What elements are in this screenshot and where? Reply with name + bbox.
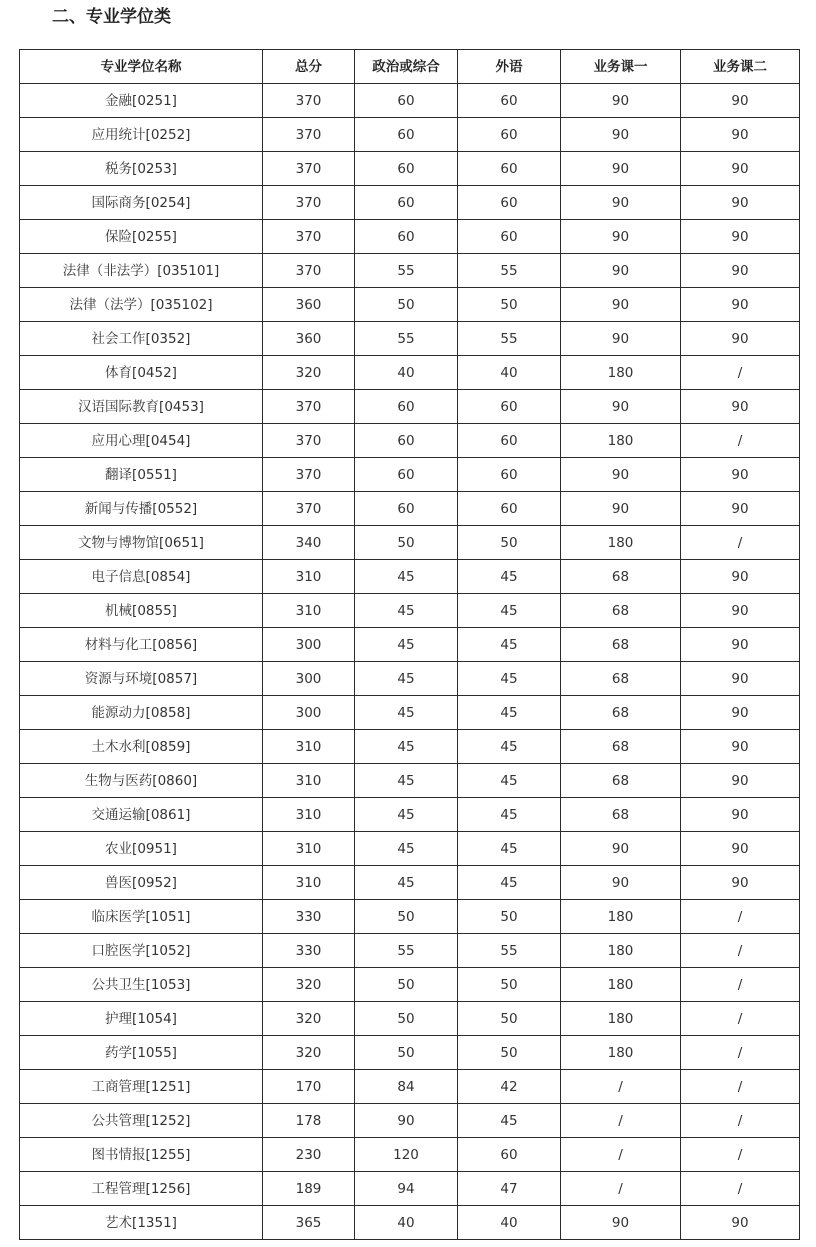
- table-row: [20, 628, 800, 662]
- header-foreign-language: 外语: [458, 50, 561, 84]
- total-score-cell: 170: [263, 1070, 355, 1104]
- course-two-cell: /: [681, 526, 800, 560]
- course-one-cell: 180: [561, 934, 681, 968]
- degree-name-cell: 国际商务[0254]: [20, 186, 263, 220]
- degree-name-cell: 应用心理[0454]: [20, 424, 263, 458]
- degree-name-cell: 药学[1055]: [20, 1036, 263, 1070]
- table-row: [20, 934, 800, 968]
- politics-cell: 45: [355, 560, 458, 594]
- total-score-cell: 370: [263, 84, 355, 118]
- language-cell: 45: [458, 1104, 561, 1138]
- total-score-cell: 370: [263, 254, 355, 288]
- language-cell: 47: [458, 1172, 561, 1206]
- course-one-cell: 90: [561, 84, 681, 118]
- politics-cell: 60: [355, 186, 458, 220]
- course-two-cell: 90: [681, 696, 800, 730]
- language-cell: 45: [458, 764, 561, 798]
- course-one-cell: 180: [561, 900, 681, 934]
- course-two-cell: /: [681, 1036, 800, 1070]
- table-row: [20, 730, 800, 764]
- politics-cell: 90: [355, 1104, 458, 1138]
- course-two-cell: 90: [681, 254, 800, 288]
- table-row: [20, 84, 800, 118]
- course-two-cell: /: [681, 1070, 800, 1104]
- course-two-cell: 90: [681, 662, 800, 696]
- course-one-cell: 90: [561, 322, 681, 356]
- language-cell: 60: [458, 1138, 561, 1172]
- total-score-cell: 178: [263, 1104, 355, 1138]
- course-one-cell: 90: [561, 288, 681, 322]
- total-score-cell: 370: [263, 492, 355, 526]
- table-row: [20, 1138, 800, 1172]
- table-row: [20, 118, 800, 152]
- language-cell: 60: [458, 424, 561, 458]
- language-cell: 60: [458, 220, 561, 254]
- total-score-cell: 230: [263, 1138, 355, 1172]
- course-one-cell: 68: [561, 594, 681, 628]
- course-one-cell: 68: [561, 798, 681, 832]
- total-score-cell: 370: [263, 424, 355, 458]
- course-two-cell: /: [681, 356, 800, 390]
- language-cell: 60: [458, 84, 561, 118]
- section-title: 二、专业学位类: [52, 7, 171, 27]
- language-cell: 50: [458, 968, 561, 1002]
- header-course-one: 业务课一: [561, 50, 681, 84]
- degree-name-cell: 税务[0253]: [20, 152, 263, 186]
- total-score-cell: 300: [263, 662, 355, 696]
- language-cell: 40: [458, 1206, 561, 1240]
- course-two-cell: /: [681, 1172, 800, 1206]
- course-one-cell: /: [561, 1104, 681, 1138]
- degree-name-cell: 电子信息[0854]: [20, 560, 263, 594]
- degree-name-cell: 护理[1054]: [20, 1002, 263, 1036]
- politics-cell: 60: [355, 458, 458, 492]
- politics-cell: 45: [355, 798, 458, 832]
- language-cell: 45: [458, 560, 561, 594]
- language-cell: 60: [458, 458, 561, 492]
- table-row: [20, 1104, 800, 1138]
- course-two-cell: /: [681, 968, 800, 1002]
- total-score-cell: 370: [263, 220, 355, 254]
- language-cell: 40: [458, 356, 561, 390]
- politics-cell: 50: [355, 900, 458, 934]
- politics-cell: 84: [355, 1070, 458, 1104]
- course-one-cell: 68: [561, 560, 681, 594]
- course-two-cell: /: [681, 424, 800, 458]
- table-row: [20, 832, 800, 866]
- degree-name-cell: 工商管理[1251]: [20, 1070, 263, 1104]
- table-row: [20, 1172, 800, 1206]
- degree-name-cell: 艺术[1351]: [20, 1206, 263, 1240]
- table-row: [20, 254, 800, 288]
- total-score-cell: 320: [263, 968, 355, 1002]
- language-cell: 60: [458, 390, 561, 424]
- degree-name-cell: 法律（非法学）[035101]: [20, 254, 263, 288]
- course-one-cell: /: [561, 1070, 681, 1104]
- language-cell: 45: [458, 866, 561, 900]
- table-row: [20, 322, 800, 356]
- course-two-cell: 90: [681, 458, 800, 492]
- course-two-cell: 90: [681, 288, 800, 322]
- table-row: [20, 152, 800, 186]
- total-score-cell: 360: [263, 288, 355, 322]
- table-row: [20, 866, 800, 900]
- course-one-cell: 180: [561, 1002, 681, 1036]
- course-one-cell: 90: [561, 254, 681, 288]
- politics-cell: 60: [355, 390, 458, 424]
- language-cell: 50: [458, 1002, 561, 1036]
- table-row: [20, 458, 800, 492]
- total-score-cell: 300: [263, 628, 355, 662]
- language-cell: 60: [458, 492, 561, 526]
- total-score-cell: 370: [263, 390, 355, 424]
- degree-name-cell: 农业[0951]: [20, 832, 263, 866]
- course-one-cell: 180: [561, 356, 681, 390]
- table-row: [20, 186, 800, 220]
- course-one-cell: 68: [561, 730, 681, 764]
- header-row: [20, 50, 800, 84]
- total-score-cell: 320: [263, 1002, 355, 1036]
- course-one-cell: 68: [561, 628, 681, 662]
- degree-name-cell: 金融[0251]: [20, 84, 263, 118]
- header-total-score: 总分: [263, 50, 355, 84]
- language-cell: 50: [458, 526, 561, 560]
- total-score-cell: 310: [263, 764, 355, 798]
- politics-cell: 45: [355, 628, 458, 662]
- politics-cell: 60: [355, 118, 458, 152]
- table-row: [20, 390, 800, 424]
- course-two-cell: 90: [681, 152, 800, 186]
- table-row: [20, 1002, 800, 1036]
- course-one-cell: 90: [561, 866, 681, 900]
- degree-name-cell: 土木水利[0859]: [20, 730, 263, 764]
- language-cell: 45: [458, 628, 561, 662]
- total-score-cell: 310: [263, 560, 355, 594]
- table-row: [20, 798, 800, 832]
- course-one-cell: 68: [561, 764, 681, 798]
- course-one-cell: /: [561, 1138, 681, 1172]
- table-row: [20, 900, 800, 934]
- course-one-cell: 180: [561, 526, 681, 560]
- course-two-cell: 90: [681, 560, 800, 594]
- politics-cell: 55: [355, 934, 458, 968]
- degree-name-cell: 法律（法学）[035102]: [20, 288, 263, 322]
- course-one-cell: 90: [561, 152, 681, 186]
- total-score-cell: 310: [263, 866, 355, 900]
- header-course-two: 业务课二: [681, 50, 800, 84]
- total-score-cell: 370: [263, 152, 355, 186]
- total-score-cell: 320: [263, 356, 355, 390]
- politics-cell: 50: [355, 1036, 458, 1070]
- politics-cell: 45: [355, 594, 458, 628]
- table-row: [20, 662, 800, 696]
- total-score-cell: 360: [263, 322, 355, 356]
- degree-name-cell: 临床医学[1051]: [20, 900, 263, 934]
- politics-cell: 45: [355, 866, 458, 900]
- header-degree-name: 专业学位名称: [20, 50, 263, 84]
- language-cell: 50: [458, 288, 561, 322]
- degree-name-cell: 汉语国际教育[0453]: [20, 390, 263, 424]
- course-one-cell: 90: [561, 832, 681, 866]
- degree-name-cell: 图书情报[1255]: [20, 1138, 263, 1172]
- course-two-cell: 90: [681, 798, 800, 832]
- total-score-cell: 189: [263, 1172, 355, 1206]
- total-score-cell: 320: [263, 1036, 355, 1070]
- table-body: [20, 84, 800, 1240]
- language-cell: 45: [458, 798, 561, 832]
- course-two-cell: 90: [681, 866, 800, 900]
- degree-name-cell: 材料与化工[0856]: [20, 628, 263, 662]
- table-row: [20, 1206, 800, 1240]
- language-cell: 60: [458, 118, 561, 152]
- degree-name-cell: 生物与医药[0860]: [20, 764, 263, 798]
- course-two-cell: 90: [681, 764, 800, 798]
- degree-name-cell: 保险[0255]: [20, 220, 263, 254]
- course-one-cell: 90: [561, 492, 681, 526]
- politics-cell: 60: [355, 424, 458, 458]
- table-row: [20, 526, 800, 560]
- total-score-cell: 370: [263, 118, 355, 152]
- total-score-cell: 300: [263, 696, 355, 730]
- course-two-cell: /: [681, 1138, 800, 1172]
- table-row: [20, 764, 800, 798]
- course-two-cell: 90: [681, 628, 800, 662]
- table-row: [20, 356, 800, 390]
- politics-cell: 40: [355, 356, 458, 390]
- politics-cell: 45: [355, 832, 458, 866]
- table-row: [20, 424, 800, 458]
- degree-name-cell: 机械[0855]: [20, 594, 263, 628]
- language-cell: 45: [458, 730, 561, 764]
- total-score-cell: 340: [263, 526, 355, 560]
- total-score-cell: 310: [263, 832, 355, 866]
- course-two-cell: /: [681, 934, 800, 968]
- politics-cell: 60: [355, 84, 458, 118]
- politics-cell: 50: [355, 1002, 458, 1036]
- course-one-cell: 180: [561, 968, 681, 1002]
- total-score-cell: 310: [263, 798, 355, 832]
- total-score-cell: 310: [263, 594, 355, 628]
- politics-cell: 55: [355, 254, 458, 288]
- score-table: [19, 49, 800, 1240]
- politics-cell: 60: [355, 492, 458, 526]
- course-two-cell: 90: [681, 186, 800, 220]
- table-row: [20, 968, 800, 1002]
- language-cell: 50: [458, 900, 561, 934]
- degree-name-cell: 公共卫生[1053]: [20, 968, 263, 1002]
- language-cell: 60: [458, 186, 561, 220]
- course-one-cell: 90: [561, 1206, 681, 1240]
- table-row: [20, 220, 800, 254]
- politics-cell: 55: [355, 322, 458, 356]
- language-cell: 45: [458, 696, 561, 730]
- degree-name-cell: 资源与环境[0857]: [20, 662, 263, 696]
- politics-cell: 50: [355, 968, 458, 1002]
- language-cell: 55: [458, 934, 561, 968]
- degree-name-cell: 口腔医学[1052]: [20, 934, 263, 968]
- politics-cell: 45: [355, 764, 458, 798]
- course-one-cell: 180: [561, 1036, 681, 1070]
- politics-cell: 94: [355, 1172, 458, 1206]
- course-two-cell: /: [681, 1002, 800, 1036]
- politics-cell: 60: [355, 220, 458, 254]
- table-row: [20, 492, 800, 526]
- politics-cell: 45: [355, 662, 458, 696]
- course-two-cell: /: [681, 900, 800, 934]
- course-one-cell: 68: [561, 662, 681, 696]
- course-one-cell: 68: [561, 696, 681, 730]
- degree-name-cell: 工程管理[1256]: [20, 1172, 263, 1206]
- course-one-cell: 90: [561, 390, 681, 424]
- language-cell: 55: [458, 322, 561, 356]
- total-score-cell: 330: [263, 934, 355, 968]
- politics-cell: 50: [355, 288, 458, 322]
- total-score-cell: 330: [263, 900, 355, 934]
- course-one-cell: 90: [561, 458, 681, 492]
- language-cell: 45: [458, 832, 561, 866]
- total-score-cell: 370: [263, 458, 355, 492]
- course-one-cell: 90: [561, 118, 681, 152]
- degree-name-cell: 交通运输[0861]: [20, 798, 263, 832]
- degree-name-cell: 文物与博物馆[0651]: [20, 526, 263, 560]
- politics-cell: 45: [355, 696, 458, 730]
- politics-cell: 50: [355, 526, 458, 560]
- table-row: [20, 1070, 800, 1104]
- degree-name-cell: 公共管理[1252]: [20, 1104, 263, 1138]
- course-one-cell: 180: [561, 424, 681, 458]
- course-two-cell: 90: [681, 730, 800, 764]
- course-two-cell: 90: [681, 832, 800, 866]
- course-two-cell: 90: [681, 492, 800, 526]
- degree-name-cell: 翻译[0551]: [20, 458, 263, 492]
- course-two-cell: 90: [681, 322, 800, 356]
- degree-name-cell: 新闻与传播[0552]: [20, 492, 263, 526]
- language-cell: 60: [458, 152, 561, 186]
- language-cell: 42: [458, 1070, 561, 1104]
- degree-name-cell: 体育[0452]: [20, 356, 263, 390]
- course-one-cell: /: [561, 1172, 681, 1206]
- politics-cell: 60: [355, 152, 458, 186]
- table-row: [20, 696, 800, 730]
- degree-name-cell: 能源动力[0858]: [20, 696, 263, 730]
- course-two-cell: 90: [681, 594, 800, 628]
- course-two-cell: /: [681, 1104, 800, 1138]
- header-politics-or-comprehensive: 政治或综合: [355, 50, 458, 84]
- course-two-cell: 90: [681, 1206, 800, 1240]
- total-score-cell: 365: [263, 1206, 355, 1240]
- course-two-cell: 90: [681, 84, 800, 118]
- course-two-cell: 90: [681, 118, 800, 152]
- politics-cell: 45: [355, 730, 458, 764]
- language-cell: 45: [458, 662, 561, 696]
- table-row: [20, 1036, 800, 1070]
- language-cell: 45: [458, 594, 561, 628]
- course-two-cell: 90: [681, 220, 800, 254]
- table-row: [20, 560, 800, 594]
- course-two-cell: 90: [681, 390, 800, 424]
- politics-cell: 40: [355, 1206, 458, 1240]
- total-score-cell: 370: [263, 186, 355, 220]
- table-row: [20, 288, 800, 322]
- language-cell: 50: [458, 1036, 561, 1070]
- language-cell: 55: [458, 254, 561, 288]
- course-one-cell: 90: [561, 186, 681, 220]
- degree-name-cell: 应用统计[0252]: [20, 118, 263, 152]
- table-row: [20, 594, 800, 628]
- degree-name-cell: 兽医[0952]: [20, 866, 263, 900]
- politics-cell: 120: [355, 1138, 458, 1172]
- total-score-cell: 310: [263, 730, 355, 764]
- course-one-cell: 90: [561, 220, 681, 254]
- degree-name-cell: 社会工作[0352]: [20, 322, 263, 356]
